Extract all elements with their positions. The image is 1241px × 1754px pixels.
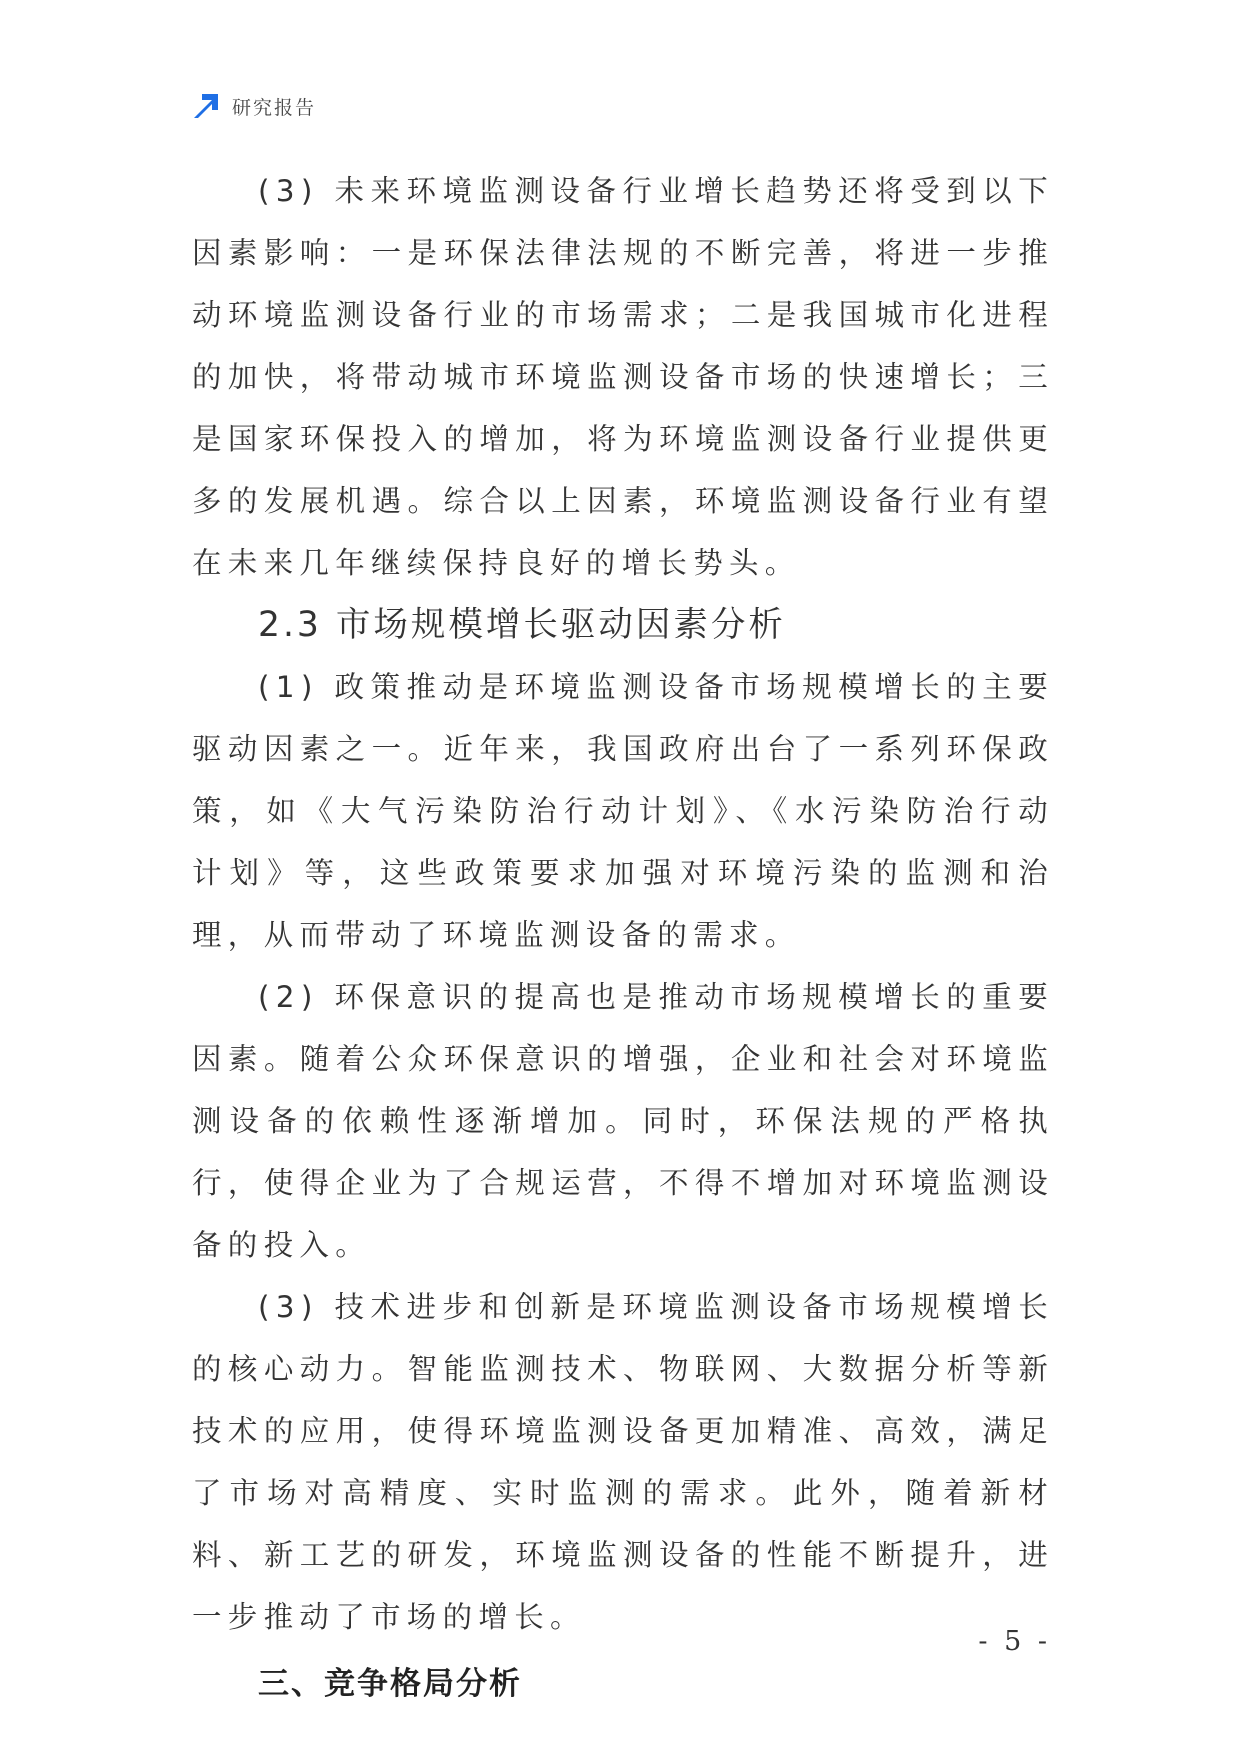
section-heading: 2.3 市场规模增长驱动因素分析 xyxy=(258,605,786,645)
paragraph-awareness-driver: (2) 环保意识的提高也是推动市场规模增长的重要因素。随着公众环保意识的增强，企业和社会对环境监测设备的依赖性逐渐增加。同时，环保法规的严格执行，使得企业为了合规运营，不得不增加对环境监测设备的投入。 xyxy=(192,980,1054,1262)
chapter-heading: 三、竞争格局分析 xyxy=(258,1666,522,1702)
page-number: - 5 - xyxy=(978,1626,1051,1657)
arrow-up-right-icon xyxy=(190,90,222,122)
paragraph-policy-driver: (1) 政策推动是环境监测设备市场规模增长的主要驱动因素之一。近年来，我国政府出台了一系列环保政策，如《大气污染防治行动计划》、《水污染防治行动计划》等，这些政策要求加强对环境污染的监测和治理，从而带动了环境监测设备的需求。 xyxy=(192,670,1054,952)
page-header xyxy=(190,88,316,124)
paragraph-growth-factors: (3) 未来环境监测设备行业增长趋势还将受到以下因素影响：一是环保法律法规的不断完善，将进一步推动环境监测设备行业的市场需求；二是我国城市化进程的加快，将带动城市环境监测设备市场的快速增长；三是国家环保投入的增加，将为环境监测设备行业提供更多的发展机遇。综合以上因素，环境监测设备行业有望在未来几年继续保持良好的增长势头。 xyxy=(192,174,1054,580)
header-title: 研究报告 xyxy=(232,96,317,119)
paragraph-technology-driver: (3) 技术进步和创新是环境监测设备市场规模增长的核心动力。智能监测技术、物联网、大数据分析等新技术的应用，使得环境监测设备更加精准、高效，满足了市场对高精度、实时监测的需求。此外，随着新材料、新工艺的研发，环境监测设备的性能不断提升，进一步推动了市场的增长。 xyxy=(192,1290,1054,1634)
document-body xyxy=(192,160,1054,1720)
